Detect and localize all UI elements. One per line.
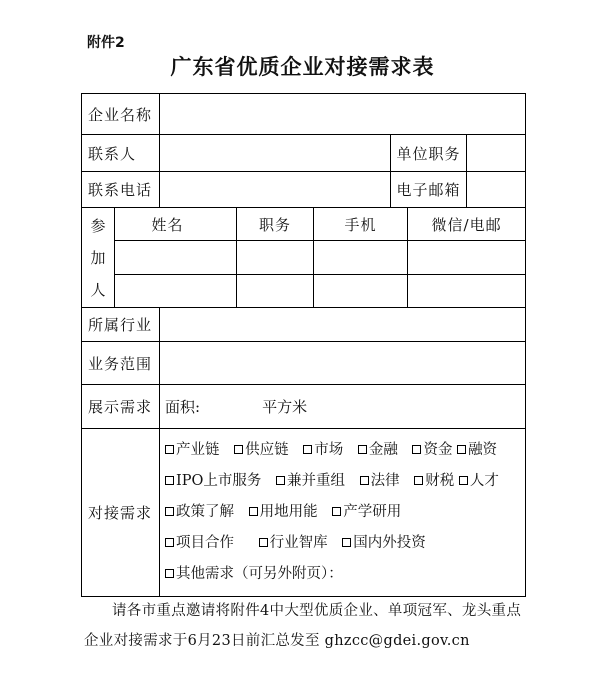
demand-option[interactable] xyxy=(303,435,343,466)
row-exhibition xyxy=(82,385,526,429)
demand-option[interactable] xyxy=(259,528,328,559)
demand-option[interactable] xyxy=(234,435,289,466)
row-business-scope xyxy=(82,342,526,385)
demand-option[interactable] xyxy=(165,528,234,559)
option-label: 人才 xyxy=(469,473,499,489)
participants-label xyxy=(82,208,115,308)
demand-options-line xyxy=(165,528,525,559)
exhibition-area-field[interactable] xyxy=(160,385,526,429)
business-scope-field[interactable] xyxy=(160,342,526,385)
attachment-label: 附件2 xyxy=(87,35,125,51)
area-label xyxy=(165,396,307,417)
row-company-name xyxy=(82,94,526,135)
business-scope-label: 业务范围 xyxy=(82,342,160,385)
demand-option[interactable] xyxy=(165,435,220,466)
checkbox-icon[interactable] xyxy=(165,445,174,454)
option-label: 兼并重组 xyxy=(287,473,345,489)
row-contact xyxy=(82,135,526,172)
option-label: 政策了解 xyxy=(176,504,235,520)
checkbox-icon[interactable] xyxy=(358,445,367,454)
checkbox-icon[interactable] xyxy=(165,538,174,547)
participant-row xyxy=(82,241,526,275)
position-label: 单位职务 xyxy=(396,144,461,163)
demand-option[interactable] xyxy=(165,497,234,528)
checkbox-icon[interactable] xyxy=(457,445,466,454)
option-label: 供应链 xyxy=(245,442,289,458)
participants-char-2: 加 xyxy=(90,248,106,267)
option-label: 用地用能 xyxy=(259,504,318,520)
demand-option[interactable] xyxy=(360,466,400,497)
participant-mobile-field[interactable] xyxy=(314,241,408,275)
checkbox-icon[interactable] xyxy=(332,507,341,516)
demand-options-line xyxy=(165,497,525,528)
participant-duty-field[interactable] xyxy=(237,241,314,275)
demand-option[interactable] xyxy=(358,435,398,466)
position-field[interactable] xyxy=(466,135,525,171)
company-name-field[interactable] xyxy=(160,94,526,135)
checkbox-icon[interactable] xyxy=(459,476,468,485)
checkbox-icon[interactable] xyxy=(414,476,423,485)
option-label: 产学研用 xyxy=(343,504,402,520)
row-phone xyxy=(82,172,526,208)
position-cell xyxy=(391,135,526,172)
option-label: 财税 xyxy=(425,473,455,489)
option-label: 项目合作 xyxy=(176,535,235,551)
checkbox-icon[interactable] xyxy=(165,569,174,578)
demand-options xyxy=(160,429,526,597)
contact-label: 联系人 xyxy=(82,135,160,172)
option-label: 市场 xyxy=(314,442,344,458)
option-label: 金融 xyxy=(368,442,398,458)
option-label: 融资 xyxy=(468,442,498,458)
option-label: IPO上市服务 xyxy=(176,473,262,489)
mobile-header: 手机 xyxy=(314,208,408,241)
industry-field[interactable] xyxy=(160,308,526,342)
demand-options-line xyxy=(165,435,525,466)
demand-options-line xyxy=(165,559,525,590)
demand-option[interactable] xyxy=(459,466,499,497)
demand-option[interactable] xyxy=(412,435,452,466)
email-field[interactable] xyxy=(466,172,525,207)
demand-option[interactable] xyxy=(457,435,497,466)
checkbox-icon[interactable] xyxy=(259,538,268,547)
email-cell xyxy=(391,172,526,208)
checkbox-icon[interactable] xyxy=(412,445,421,454)
row-participants-header xyxy=(82,208,526,241)
checkbox-icon[interactable] xyxy=(342,538,351,547)
matching-needs-label: 对接需求 xyxy=(82,429,160,597)
participants-char-3: 人 xyxy=(90,280,106,299)
checkbox-icon[interactable] xyxy=(303,445,312,454)
name-header: 姓名 xyxy=(115,208,237,241)
row-industry xyxy=(82,308,526,342)
participant-row xyxy=(82,275,526,308)
option-label: 法律 xyxy=(370,473,400,489)
demand-option[interactable] xyxy=(165,466,261,497)
form-title: 广东省优质企业对接需求表 xyxy=(170,55,435,79)
demand-option[interactable] xyxy=(414,466,454,497)
phone-label: 联系电话 xyxy=(82,172,160,208)
demand-option[interactable] xyxy=(332,497,401,528)
demand-option[interactable] xyxy=(249,497,318,528)
option-label: 国内外投资 xyxy=(353,535,426,551)
participant-duty-field[interactable] xyxy=(237,275,314,308)
option-label: 资金 xyxy=(423,442,453,458)
phone-field[interactable] xyxy=(160,172,391,208)
contact-field[interactable] xyxy=(160,135,391,172)
area-unit: 平方米 xyxy=(262,398,308,416)
checkbox-icon[interactable] xyxy=(165,507,174,516)
demand-option[interactable] xyxy=(276,466,345,497)
option-label: 产业链 xyxy=(176,442,220,458)
company-name-label: 企业名称 xyxy=(82,94,160,135)
option-label: 行业智库 xyxy=(269,535,328,551)
demand-option[interactable] xyxy=(165,559,343,590)
demand-option[interactable] xyxy=(342,528,426,559)
participant-wechat-field[interactable] xyxy=(408,241,526,275)
demand-options-line xyxy=(165,466,525,497)
checkbox-icon[interactable] xyxy=(360,476,369,485)
demand-form-table xyxy=(81,93,526,597)
email-label: 电子邮箱 xyxy=(396,181,461,199)
participant-mobile-field[interactable] xyxy=(314,275,408,308)
participant-name-field[interactable] xyxy=(115,241,237,275)
checkbox-icon[interactable] xyxy=(249,507,258,516)
submission-note: 请各市重点邀请将附件4中大型优质企业、单项冠军、龙头重点企业对接需求于6月23日前汇总发至 ghzcc@gdei.gov.cn xyxy=(84,603,522,649)
wechat-email-header: 微信/电邮 xyxy=(408,208,526,241)
exhibition-needs-label: 展示需求 xyxy=(82,385,160,429)
checkbox-icon[interactable] xyxy=(234,445,243,454)
row-matching-needs xyxy=(82,429,526,597)
checkbox-icon[interactable] xyxy=(165,476,174,485)
duty-header: 职务 xyxy=(237,208,314,241)
participant-wechat-field[interactable] xyxy=(408,275,526,308)
participant-name-field[interactable] xyxy=(115,275,237,308)
area-label-text: 面积: xyxy=(165,398,201,416)
checkbox-icon[interactable] xyxy=(276,476,285,485)
option-label: 其他需求（可另外附页）： xyxy=(176,566,343,582)
participants-char-1: 参 xyxy=(90,216,106,235)
industry-label: 所属行业 xyxy=(82,308,160,342)
